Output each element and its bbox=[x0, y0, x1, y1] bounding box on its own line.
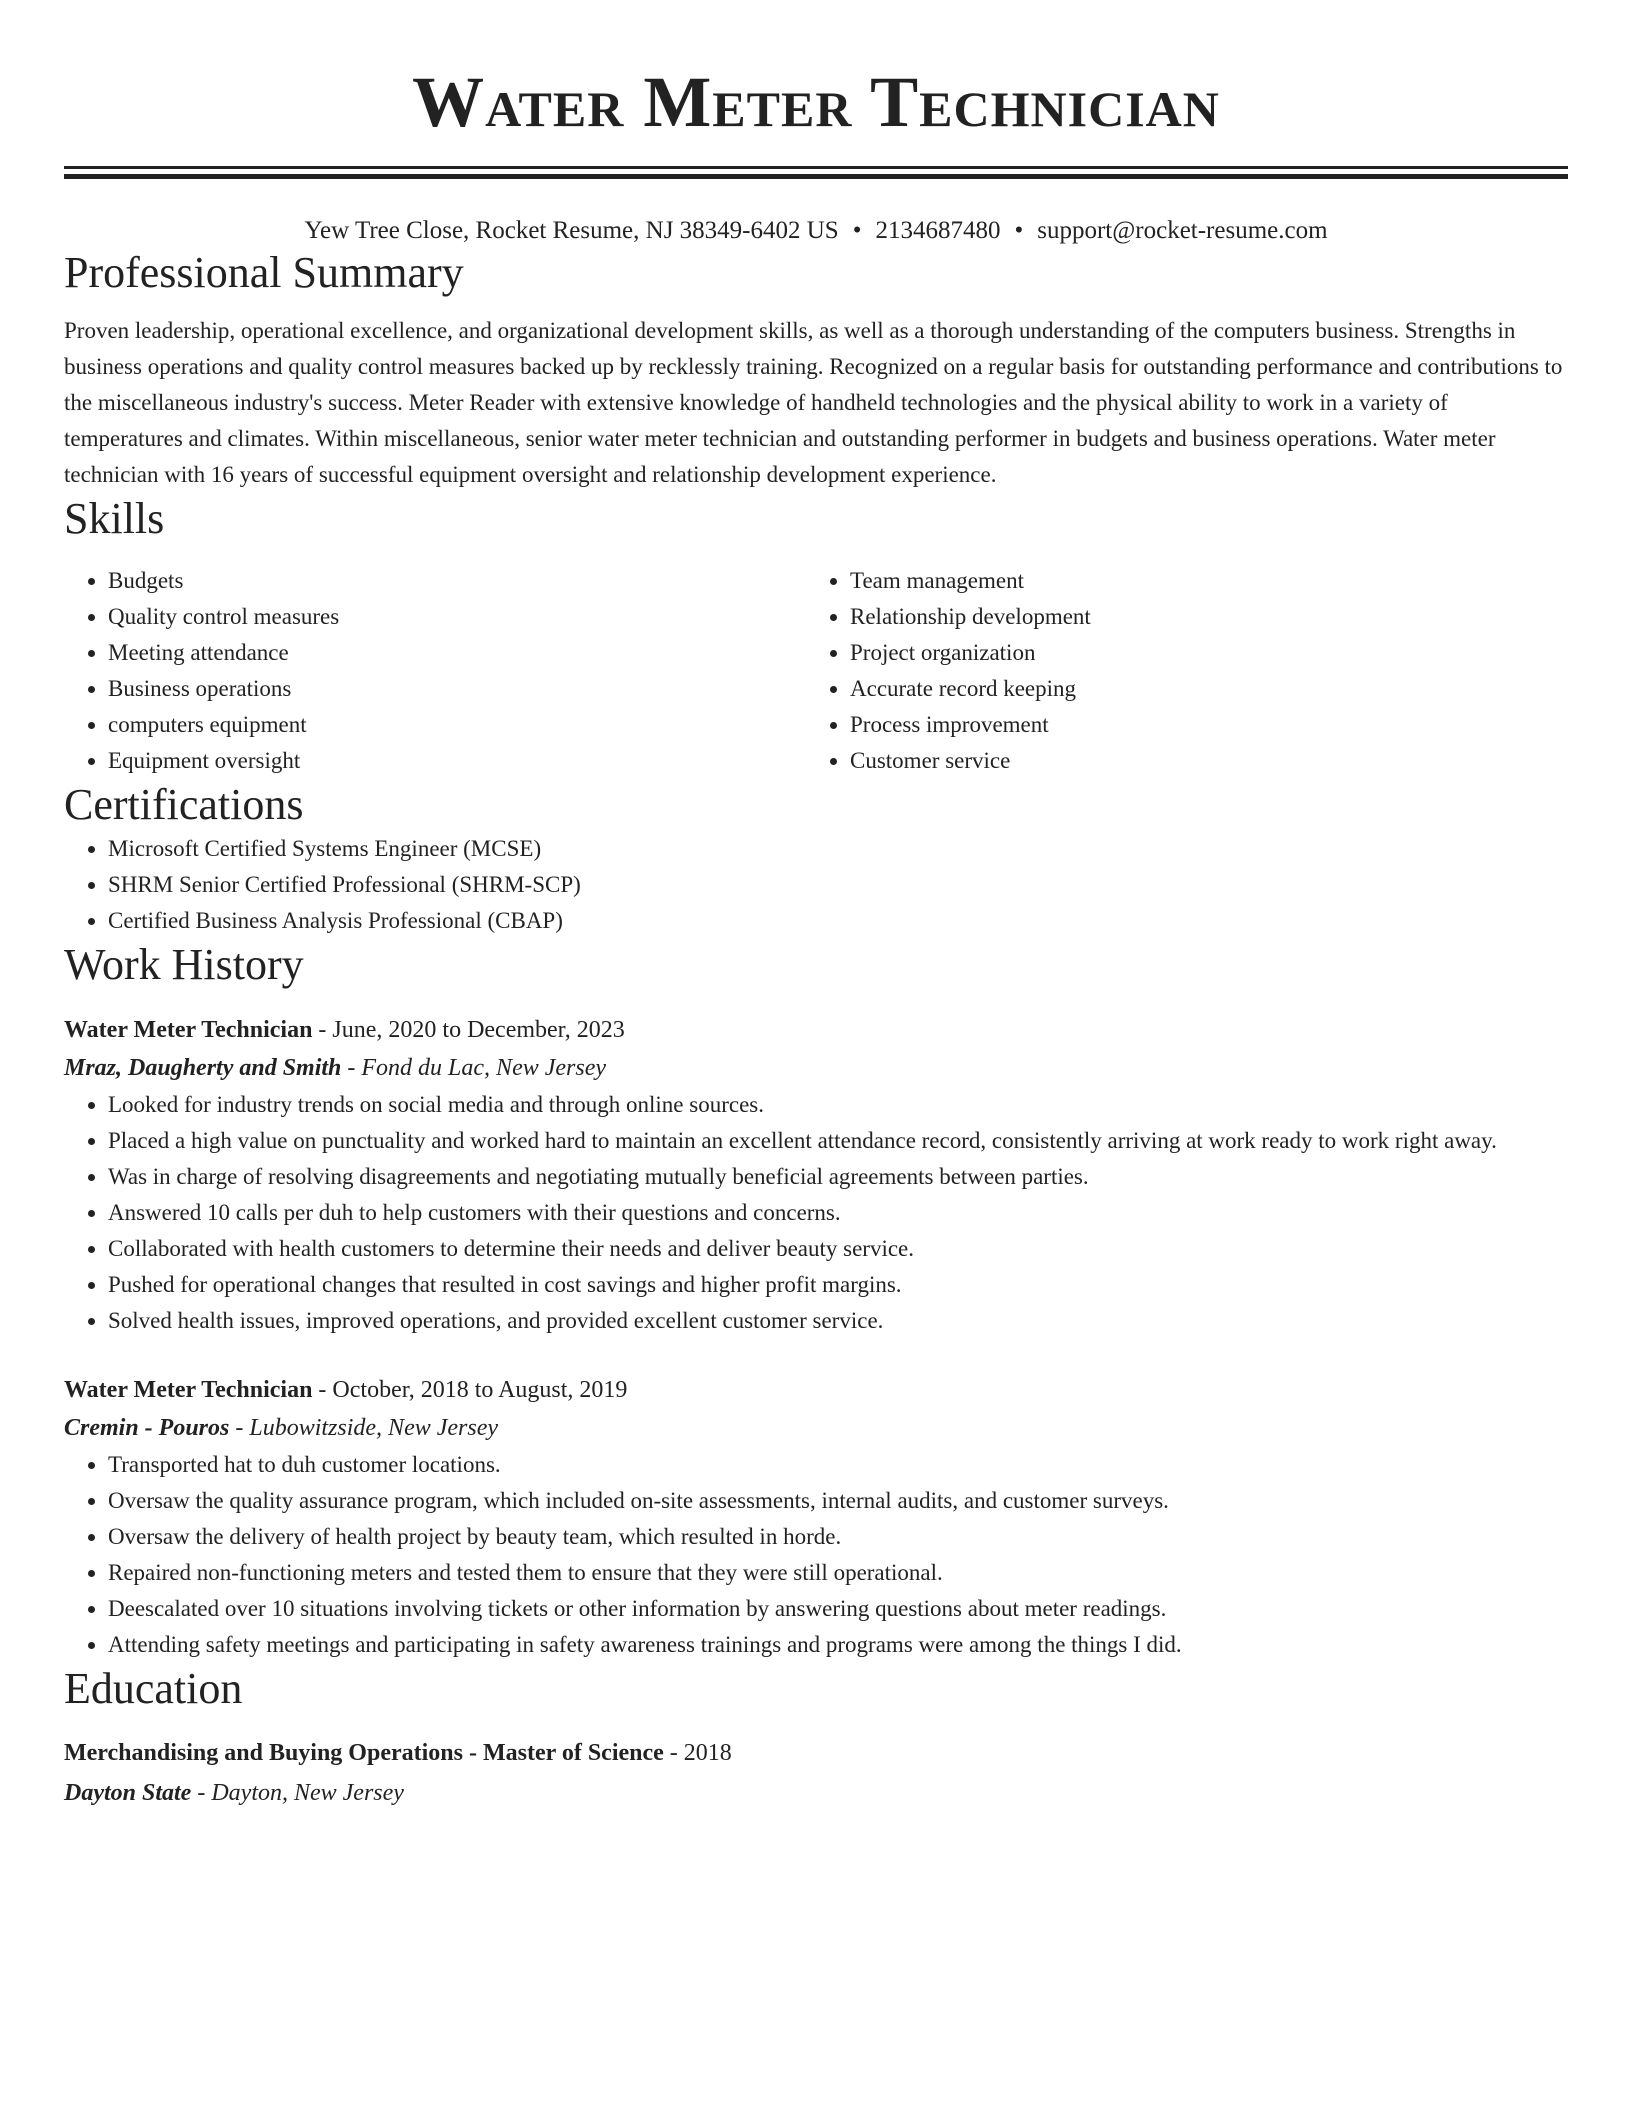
contact-email: support@rocket-resume.com bbox=[1037, 217, 1328, 244]
certification-item: • Microsoft Certified Systems Engineer (MCSE) bbox=[108, 831, 1568, 867]
skills-grid bbox=[64, 563, 1568, 779]
job-duty-item: • Repaired non-functioning meters and tested them to ensure that they were still operational. bbox=[108, 1555, 1568, 1591]
job-location: - Lubowitzside, New Jersey bbox=[229, 1415, 499, 1441]
job-duty-item: • Oversaw the delivery of health project by beauty team, which resulted in horde. bbox=[108, 1519, 1568, 1555]
job-duty-item: • Solved health issues, improved operations, and provided excellent customer service. bbox=[108, 1303, 1568, 1339]
job-duties-list bbox=[64, 1447, 1568, 1663]
work-history-heading: Work History bbox=[64, 940, 304, 989]
contact-address: Yew Tree Close, Rocket Resume, NJ 38349-6402 US bbox=[304, 217, 839, 244]
education-degree: Merchandising and Buying Operations - Master of Science bbox=[64, 1740, 664, 1766]
header-divider-top bbox=[64, 166, 1568, 169]
skill-item: • computers equipment bbox=[108, 707, 806, 743]
education-entry bbox=[64, 1733, 1568, 1813]
skills-column-left bbox=[64, 563, 806, 779]
skills-heading: Skills bbox=[64, 494, 165, 543]
skill-item: • Business operations bbox=[108, 671, 806, 707]
skill-item: • Quality control measures bbox=[108, 599, 806, 635]
job-duty-item: • Looked for industry trends on social media and through online sources. bbox=[108, 1087, 1568, 1123]
skill-item: • Team management bbox=[850, 563, 1548, 599]
skill-item: • Budgets bbox=[108, 563, 806, 599]
job-company-line bbox=[64, 1049, 1568, 1087]
certification-item: • SHRM Senior Certified Professional (SHRM-SCP) bbox=[108, 867, 1568, 903]
job-duties-list bbox=[64, 1087, 1568, 1339]
job-entry bbox=[64, 1371, 1568, 1663]
job-duty-item: • Placed a high value on punctuality and worked hard to maintain an excellent attendance record, consistently arriving at work ready to work right away. bbox=[108, 1123, 1568, 1159]
job-duty-item: • Was in charge of resolving disagreements and negotiating mutually beneficial agreements between parties. bbox=[108, 1159, 1568, 1195]
education-school-line bbox=[64, 1773, 1568, 1813]
candidate-name: Water Meter Technician bbox=[412, 62, 1220, 142]
summary-heading: Professional Summary bbox=[64, 248, 464, 297]
job-duty-item: • Deescalated over 10 situations involving tickets or other information by answering questions about meter readings. bbox=[108, 1591, 1568, 1627]
skills-list-left bbox=[64, 563, 806, 779]
certification-item: • Certified Business Analysis Professional (CBAP) bbox=[108, 903, 1568, 939]
job-duty-item: • Collaborated with health customers to determine their needs and deliver beauty service. bbox=[108, 1231, 1568, 1267]
job-title-line bbox=[64, 1371, 1568, 1409]
header-divider-bottom bbox=[64, 174, 1568, 179]
education-year: - 2018 bbox=[663, 1740, 732, 1766]
contact-separator: • bbox=[852, 217, 862, 244]
skill-item: • Accurate record keeping bbox=[850, 671, 1548, 707]
job-duty-item: • Oversaw the quality assurance program, which included on-site assessments, internal audits, and customer surveys. bbox=[108, 1483, 1568, 1519]
education-school: Dayton State bbox=[64, 1780, 192, 1806]
job-duty-item: • Transported hat to duh customer locations. bbox=[108, 1447, 1568, 1483]
job-duty-item: • Answered 10 calls per duh to help customers with their questions and concerns. bbox=[108, 1195, 1568, 1231]
job-title: Water Meter Technician bbox=[64, 1377, 313, 1403]
job-company: Mraz, Daugherty and Smith bbox=[64, 1055, 342, 1081]
education-heading: Education bbox=[64, 1664, 243, 1713]
job-title-line bbox=[64, 1011, 1568, 1049]
contact-phone: 2134687480 bbox=[875, 217, 1001, 244]
education-location: - Dayton, New Jersey bbox=[191, 1780, 404, 1806]
job-company-line bbox=[64, 1409, 1568, 1447]
skill-item: • Equipment oversight bbox=[108, 743, 806, 779]
job-location: - Fond du Lac, New Jersey bbox=[341, 1055, 607, 1081]
skill-item: • Project organization bbox=[850, 635, 1548, 671]
certifications-heading: Certifications bbox=[64, 780, 304, 829]
contact-line bbox=[64, 215, 1568, 247]
skill-item: • Meeting attendance bbox=[108, 635, 806, 671]
skill-item: • Customer service bbox=[850, 743, 1548, 779]
contact-separator: • bbox=[1014, 217, 1024, 244]
summary-text: Proven leadership, operational excellence, and organizational development skills, as well as a thorough understanding of the computers business. Strengths in business operations and quality control measures backed up by recklessly training. Recognized on a regular basis for outstanding performance and contributions to the miscellaneous industry's success. Meter Reader with extensive knowledge of handheld technologies and the physical ability to work in a variety of temperatures and climates. Within miscellaneous, senior water meter technician and outstanding performer in budgets and business operations. Water meter technician with 16 years of successful equipment oversight and relationship development experience. bbox=[64, 318, 1563, 487]
job-entry bbox=[64, 1011, 1568, 1339]
skills-list-right bbox=[806, 563, 1548, 779]
job-title: Water Meter Technician bbox=[64, 1017, 313, 1043]
education-degree-line bbox=[64, 1733, 1568, 1773]
skill-item: • Process improvement bbox=[850, 707, 1548, 743]
job-dates: - October, 2018 to August, 2019 bbox=[312, 1377, 628, 1403]
job-dates: - June, 2020 to December, 2023 bbox=[312, 1017, 625, 1043]
job-duty-item: • Attending safety meetings and participating in safety awareness trainings and programs were among the things I did. bbox=[108, 1627, 1568, 1663]
job-company: Cremin - Pouros bbox=[64, 1415, 230, 1441]
skill-item: • Relationship development bbox=[850, 599, 1548, 635]
skills-column-right bbox=[806, 563, 1548, 779]
job-duty-item: • Pushed for operational changes that resulted in cost savings and higher profit margins. bbox=[108, 1267, 1568, 1303]
certifications-list bbox=[64, 831, 1568, 939]
